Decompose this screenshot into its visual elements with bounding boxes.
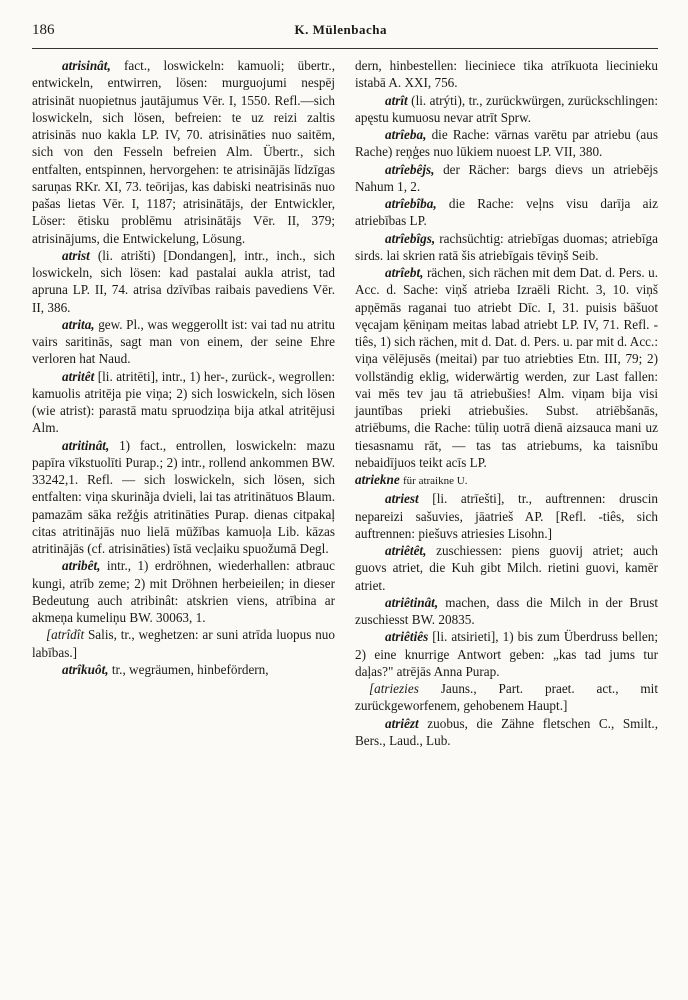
entry-headword: atriêzt [385, 715, 419, 731]
dictionary-entry [32, 247, 335, 316]
entry-headword: atriêtinât, [385, 594, 439, 610]
dictionary-entry [32, 437, 335, 558]
entry-definition: fact., loswickeln: kamuoli; übertr., entwickeln, entwirren, lösen: murguojumi nespēj atrisināt nuopietnus jautājumus Vēr. I, 1550. Refl.—sich loswickeln, sich lösen, befreien: te uz reizi zaltis atrisinās nuo kakla LP. IV, 70. atrisināties nuo saitēm, sich von den Fesseln befreien Alm. Übertr., sich entfalten, entspinnen, hervorgehen: te atrisinājās līdzīgas saruņas RKr. XI, 73. teōrijas, kas dabiski neatrisinās nuo pašas lietas Vēr. I, 1187; atrisinātājs, der Entwickler, Löser: ētisku problēmu atrisinātājs Vēr. II, 379; atrisinājums, die Entwickelung, Lösung. [32, 58, 335, 246]
dictionary-entry [32, 368, 335, 437]
entry-definition: rächen, sich rächen mit dem Dat. d. Pers. u. Acc. d. Sache: viņš atrieba Izraēli Richt. 3, 10. viņš apņēmās raganai tuo atriebt Dīc. I, 31. puisis bāšuot vęcajam ķēniņam meitas labad atriebt LP. IV, 71. Refl. -tiês, 1) sich rächen, mit d. Dat. d. Pers. u. par mit d. Acc.: viņa vēlējusēs (meitai) par tuo atriebties Etn. III, 79; 2) vollständig eklig, widerwärtig werden, zur Last fallen: vai mēs tev jau tā atriebušies! Alm. viņam bija visi jauntības prieki atriebušies. Subst. atriēbšanās, atriēbums, die Rache: tūliņ uotrā dienā aizsauca mani uz tiesasnamu rāt, — tas tas atriebums, ka taisnību nebaidījuos teikt acīs LP. [355, 265, 659, 470]
dictionary-entry [355, 594, 658, 629]
page-header [32, 22, 658, 44]
entry-definition: tr., wegräumen, hinbefördern, [111, 661, 269, 677]
entry-headword: [atriezies [369, 681, 419, 696]
entry-headword: atritinât, [62, 437, 110, 453]
entry-headword: [atrîdît [46, 627, 85, 643]
entry-definition: dern, hinbestellen: lieciniece tika atrīkuota liecinieku istabā A. XXI, 756. [355, 58, 658, 91]
entry-headword: atriest [385, 491, 419, 507]
dictionary-entry [355, 628, 658, 680]
entry-definition: für atraikne U. [403, 475, 468, 487]
entry-headword: atribêt, [62, 558, 101, 574]
entry-headword: atrîeba, [385, 127, 427, 142]
right-column [355, 57, 658, 749]
dictionary-entry [355, 195, 658, 230]
dictionary-entry [355, 264, 658, 471]
entry-definition: rachsüchtig: atriebīgas duomas; atriebīga sirds. lai skrien ratā šis atriebīgais tēviņš Seib. [355, 230, 659, 263]
entry-definition: machen, dass die Milch in der Brust zuschiesst BW. 20835. [355, 594, 658, 627]
columns [32, 57, 658, 749]
entry-definition: zuschiessen: piens guovij atriet; auch guovs atriet, die Kuh gibt Milch. rietini guovi, kamēr atriet. [355, 543, 658, 593]
entry-definition: [li. atsirieti], 1) bis zum Überdruss bellen; 2) eine knurrige Antwort geben: „kas tad jums tur daļas?" atrējās Anna Purap. [355, 629, 658, 679]
entry-definition: die Rache: veļns visu darīja aiz atriebības LP. [355, 196, 658, 229]
entry-headword: atriêtiês [385, 629, 429, 645]
entry-definition: gew. Pl., was weggerollt ist: vai tad nu atritu vairs saritinās, sagt man von einem, der seine Ehre verloren hat Naud. [32, 316, 335, 367]
entry-definition: [li. atrīešti], tr., auftrennen: druscin nepareizi sašuvies, jāatrieš AP. [Refl. -tiês, sich auftrennen: piešuvs atriesies Lisohn.] [355, 491, 659, 541]
entry-headword: atrîebîgs, [385, 230, 436, 246]
dictionary-entry [32, 661, 335, 678]
entry-headword: atritêt [62, 368, 95, 384]
left-column [32, 57, 335, 749]
header-rule [32, 48, 658, 49]
entry-definition: 1) fact., entrollen, loswickeln: mazu papīra vīkstuolīti Purap.; 2) intr., rollend ankommen BW. 33242,1. Refl. — sich loswickeln, sich lösen, sich entfalten: viņa skurinãja dvieli, lai tas atritinātuos Blaum. pamazām sāka režģis atritināties Purap. dienas citpakaļ citas atritinājās nuo lielā mūžības kamuoļa Lib. kāzas atritinājās (cf. atrisināties) īstā vecļaiku spuožumā Degl. [32, 437, 336, 556]
dictionary-entry [355, 161, 658, 196]
dictionary-entry [32, 316, 335, 368]
dictionary-entry [355, 680, 658, 715]
entry-definition: der Rächer: bargs dievs un atriebējs Nahum 1, 2. [355, 161, 659, 194]
entry-definition: die Rache: vārnas varētu par atriebu (aus Rache) reņģes nuo lūkiem nuoest LP. VII, 380. [355, 127, 659, 160]
entry-headword: atrist [62, 247, 90, 263]
dictionary-entry [32, 557, 335, 626]
dictionary-entry [355, 92, 658, 127]
entry-headword: atriêtêt, [385, 543, 427, 558]
running-head: K. Mülenbacha [294, 22, 387, 37]
dictionary-entry [355, 715, 658, 750]
entry-headword: atrisinât, [62, 58, 111, 73]
dictionary-entry [355, 471, 658, 490]
entry-definition: (li. atrýti), tr., zurückwürgen, zurückschlingen: apęstu kumuosu nevar atrīt Sprw. [355, 92, 658, 125]
entry-headword: atriekne [355, 472, 400, 487]
entry-headword: atrîebêjs, [385, 161, 435, 177]
entry-headword: atrîebt, [385, 265, 424, 280]
entry-headword: atrît [385, 92, 408, 108]
dictionary-entry [355, 57, 658, 92]
dictionary-entry [355, 542, 658, 594]
dictionary-entry [355, 230, 658, 265]
page-number: 186 [32, 22, 55, 38]
entry-definition: (li. atrišti) [Dondangen], intr., inch., sich loswickeln, sich lösen: kad pastalai aukla atrist, tad apruna LP. II, 74. atrisa dzīvības raibais pavediens Vēr. II, 386. [32, 247, 335, 315]
entry-headword: atrîebîba, [385, 196, 437, 211]
entry-definition: zuobus, die Zähne fletschen C., Smilt., Bers., Laud., Lub. [355, 715, 659, 748]
entry-definition: intr., 1) erdröhnen, wiederhallen: atbrauc kungi, atrīb zeme; 2) mit Dröhnen herbeieilen; in dieser Bedeutung auch atribinât: atskrien viens, atrībina ar akmeņa kumeliņu BW. 30063, 1. [32, 558, 335, 625]
entry-definition: Jauns., Part. praet. act., mit zurückgeworfenem, gehobenem Haupt.] [355, 681, 658, 714]
dictionary-entry [32, 57, 335, 247]
dictionary-entry [355, 126, 658, 161]
dictionary-entry [32, 626, 335, 661]
entry-definition: [li. atritēti], intr., 1) her-, zurück-, wegrollen: kamuolis atritēja pie viņa; 2) sich loswickeln, sich lösen (wie atrist): parastā matu spruodziņa bija atkal atritējusi Alm. [32, 368, 336, 436]
entry-definition: Salis, tr., weghetzen: ar suni atrīda luopus nuo labības.] [32, 627, 335, 660]
dictionary-entry [355, 490, 658, 542]
entry-headword: atrîkuôt, [62, 661, 109, 677]
entry-headword: atrita, [62, 316, 95, 332]
